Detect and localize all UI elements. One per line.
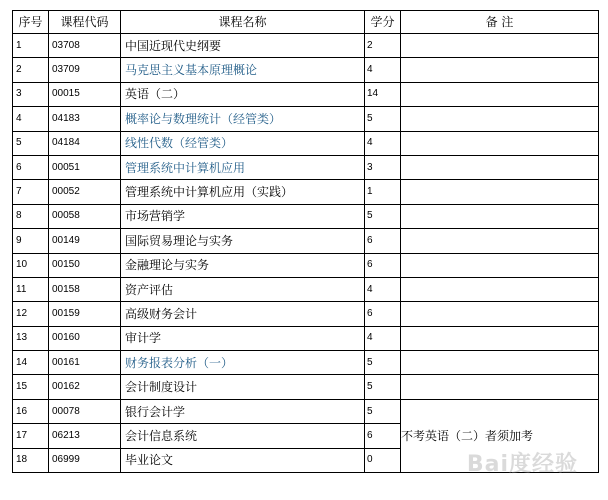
cell-seq: 12 xyxy=(13,302,49,326)
cell-remark xyxy=(401,326,599,350)
cell-remark xyxy=(401,351,599,375)
cell-seq: 6 xyxy=(13,155,49,179)
cell-seq: 15 xyxy=(13,375,49,399)
cell-credit: 5 xyxy=(365,375,401,399)
table-row xyxy=(13,277,599,301)
header-remark: 备 注 xyxy=(401,11,599,34)
table-row xyxy=(13,82,599,106)
cell-course-name xyxy=(121,107,365,131)
header-seq: 序号 xyxy=(13,11,49,34)
cell-credit: 6 xyxy=(365,302,401,326)
cell-credit: 4 xyxy=(365,131,401,155)
cell-credit: 4 xyxy=(365,58,401,82)
header-row xyxy=(13,11,599,34)
course-table xyxy=(12,10,599,473)
cell-course-name: 会计信息系统 xyxy=(121,424,365,448)
cell-remark xyxy=(401,58,599,82)
cell-seq: 9 xyxy=(13,229,49,253)
cell-course-name: 银行会计学 xyxy=(121,399,365,423)
course-link[interactable]: 马克思主义基本原理概论 xyxy=(125,63,258,78)
cell-code: 00051 xyxy=(49,155,121,179)
cell-course-name: 市场营销学 xyxy=(121,204,365,228)
table-row xyxy=(13,399,599,423)
cell-credit: 5 xyxy=(365,204,401,228)
cell-credit: 5 xyxy=(365,399,401,423)
cell-course-name: 资产评估 xyxy=(121,277,365,301)
cell-seq: 14 xyxy=(13,351,49,375)
cell-code: 00078 xyxy=(49,399,121,423)
cell-seq: 13 xyxy=(13,326,49,350)
cell-seq: 1 xyxy=(13,34,49,58)
course-link[interactable]: 线性代数（经管类） xyxy=(125,136,234,151)
cell-credit: 5 xyxy=(365,351,401,375)
cell-code: 00058 xyxy=(49,204,121,228)
cell-code: 00160 xyxy=(49,326,121,350)
cell-course-name: 中国近现代史纲要 xyxy=(121,34,365,58)
cell-remark xyxy=(401,131,599,155)
cell-course-name: 毕业论文 xyxy=(121,448,365,472)
cell-code: 00149 xyxy=(49,229,121,253)
cell-credit: 0 xyxy=(365,448,401,472)
cell-remark xyxy=(401,82,599,106)
table-row xyxy=(13,204,599,228)
table-row xyxy=(13,180,599,204)
cell-credit: 4 xyxy=(365,326,401,350)
cell-seq: 16 xyxy=(13,399,49,423)
cell-code: 03708 xyxy=(49,34,121,58)
cell-code: 03709 xyxy=(49,58,121,82)
cell-remark xyxy=(401,277,599,301)
cell-course-name xyxy=(121,155,365,179)
cell-credit: 6 xyxy=(365,424,401,448)
table-row xyxy=(13,229,599,253)
cell-seq: 8 xyxy=(13,204,49,228)
cell-course-name: 金融理论与实务 xyxy=(121,253,365,277)
cell-remark xyxy=(401,34,599,58)
cell-remark xyxy=(401,204,599,228)
table-row xyxy=(13,253,599,277)
table-row xyxy=(13,326,599,350)
cell-code: 06999 xyxy=(49,448,121,472)
cell-credit: 14 xyxy=(365,82,401,106)
cell-remark xyxy=(401,375,599,399)
cell-credit: 6 xyxy=(365,253,401,277)
cell-code: 00015 xyxy=(49,82,121,106)
cell-code: 00150 xyxy=(49,253,121,277)
cell-remark xyxy=(401,302,599,326)
cell-course-name: 管理系统中计算机应用（实践） xyxy=(121,180,365,204)
cell-seq: 4 xyxy=(13,107,49,131)
cell-seq: 18 xyxy=(13,448,49,472)
cell-credit: 4 xyxy=(365,277,401,301)
cell-remark xyxy=(401,107,599,131)
cell-course-name xyxy=(121,131,365,155)
course-link[interactable]: 管理系统中计算机应用 xyxy=(125,160,246,175)
cell-seq: 11 xyxy=(13,277,49,301)
header-credit: 学分 xyxy=(365,11,401,34)
cell-credit: 3 xyxy=(365,155,401,179)
cell-remark xyxy=(401,229,599,253)
cell-code: 06213 xyxy=(49,424,121,448)
cell-remark xyxy=(401,180,599,204)
table-row xyxy=(13,34,599,58)
cell-course-name: 会计制度设计 xyxy=(121,375,365,399)
cell-credit: 2 xyxy=(365,34,401,58)
cell-seq: 7 xyxy=(13,180,49,204)
table-row xyxy=(13,131,599,155)
header-name: 课程名称 xyxy=(121,11,365,34)
cell-code: 00158 xyxy=(49,277,121,301)
cell-course-name: 国际贸易理论与实务 xyxy=(121,229,365,253)
table-body xyxy=(13,34,599,473)
table-row xyxy=(13,302,599,326)
cell-seq: 5 xyxy=(13,131,49,155)
cell-seq: 2 xyxy=(13,58,49,82)
cell-seq: 10 xyxy=(13,253,49,277)
table-row xyxy=(13,351,599,375)
baidu-jingyan-watermark: Bai度经验 xyxy=(466,452,578,477)
cell-remark xyxy=(401,155,599,179)
cell-course-name: 英语（二） xyxy=(121,82,365,106)
cell-code: 00162 xyxy=(49,375,121,399)
cell-code: 00052 xyxy=(49,180,121,204)
cell-remark xyxy=(401,253,599,277)
table-row xyxy=(13,58,599,82)
table-row xyxy=(13,155,599,179)
cell-course-name xyxy=(121,58,365,82)
table-row xyxy=(13,375,599,399)
cell-credit: 5 xyxy=(365,107,401,131)
header-code: 课程代码 xyxy=(49,11,121,34)
cell-course-name: 审计学 xyxy=(121,326,365,350)
cell-code: 04184 xyxy=(49,131,121,155)
table-row xyxy=(13,107,599,131)
cell-credit: 6 xyxy=(365,229,401,253)
course-link[interactable]: 概率论与数理统计（经管类） xyxy=(125,111,282,126)
cell-course-name xyxy=(121,351,365,375)
cell-seq: 3 xyxy=(13,82,49,106)
cell-course-name: 高级财务会计 xyxy=(121,302,365,326)
cell-credit: 1 xyxy=(365,180,401,204)
cell-seq: 17 xyxy=(13,424,49,448)
course-link[interactable]: 财务报表分析（一） xyxy=(125,355,234,370)
cell-code: 04183 xyxy=(49,107,121,131)
cell-code: 00159 xyxy=(49,302,121,326)
cell-remark-merged: 不考英语（二）者须加考 xyxy=(401,399,599,472)
cell-code: 00161 xyxy=(49,351,121,375)
